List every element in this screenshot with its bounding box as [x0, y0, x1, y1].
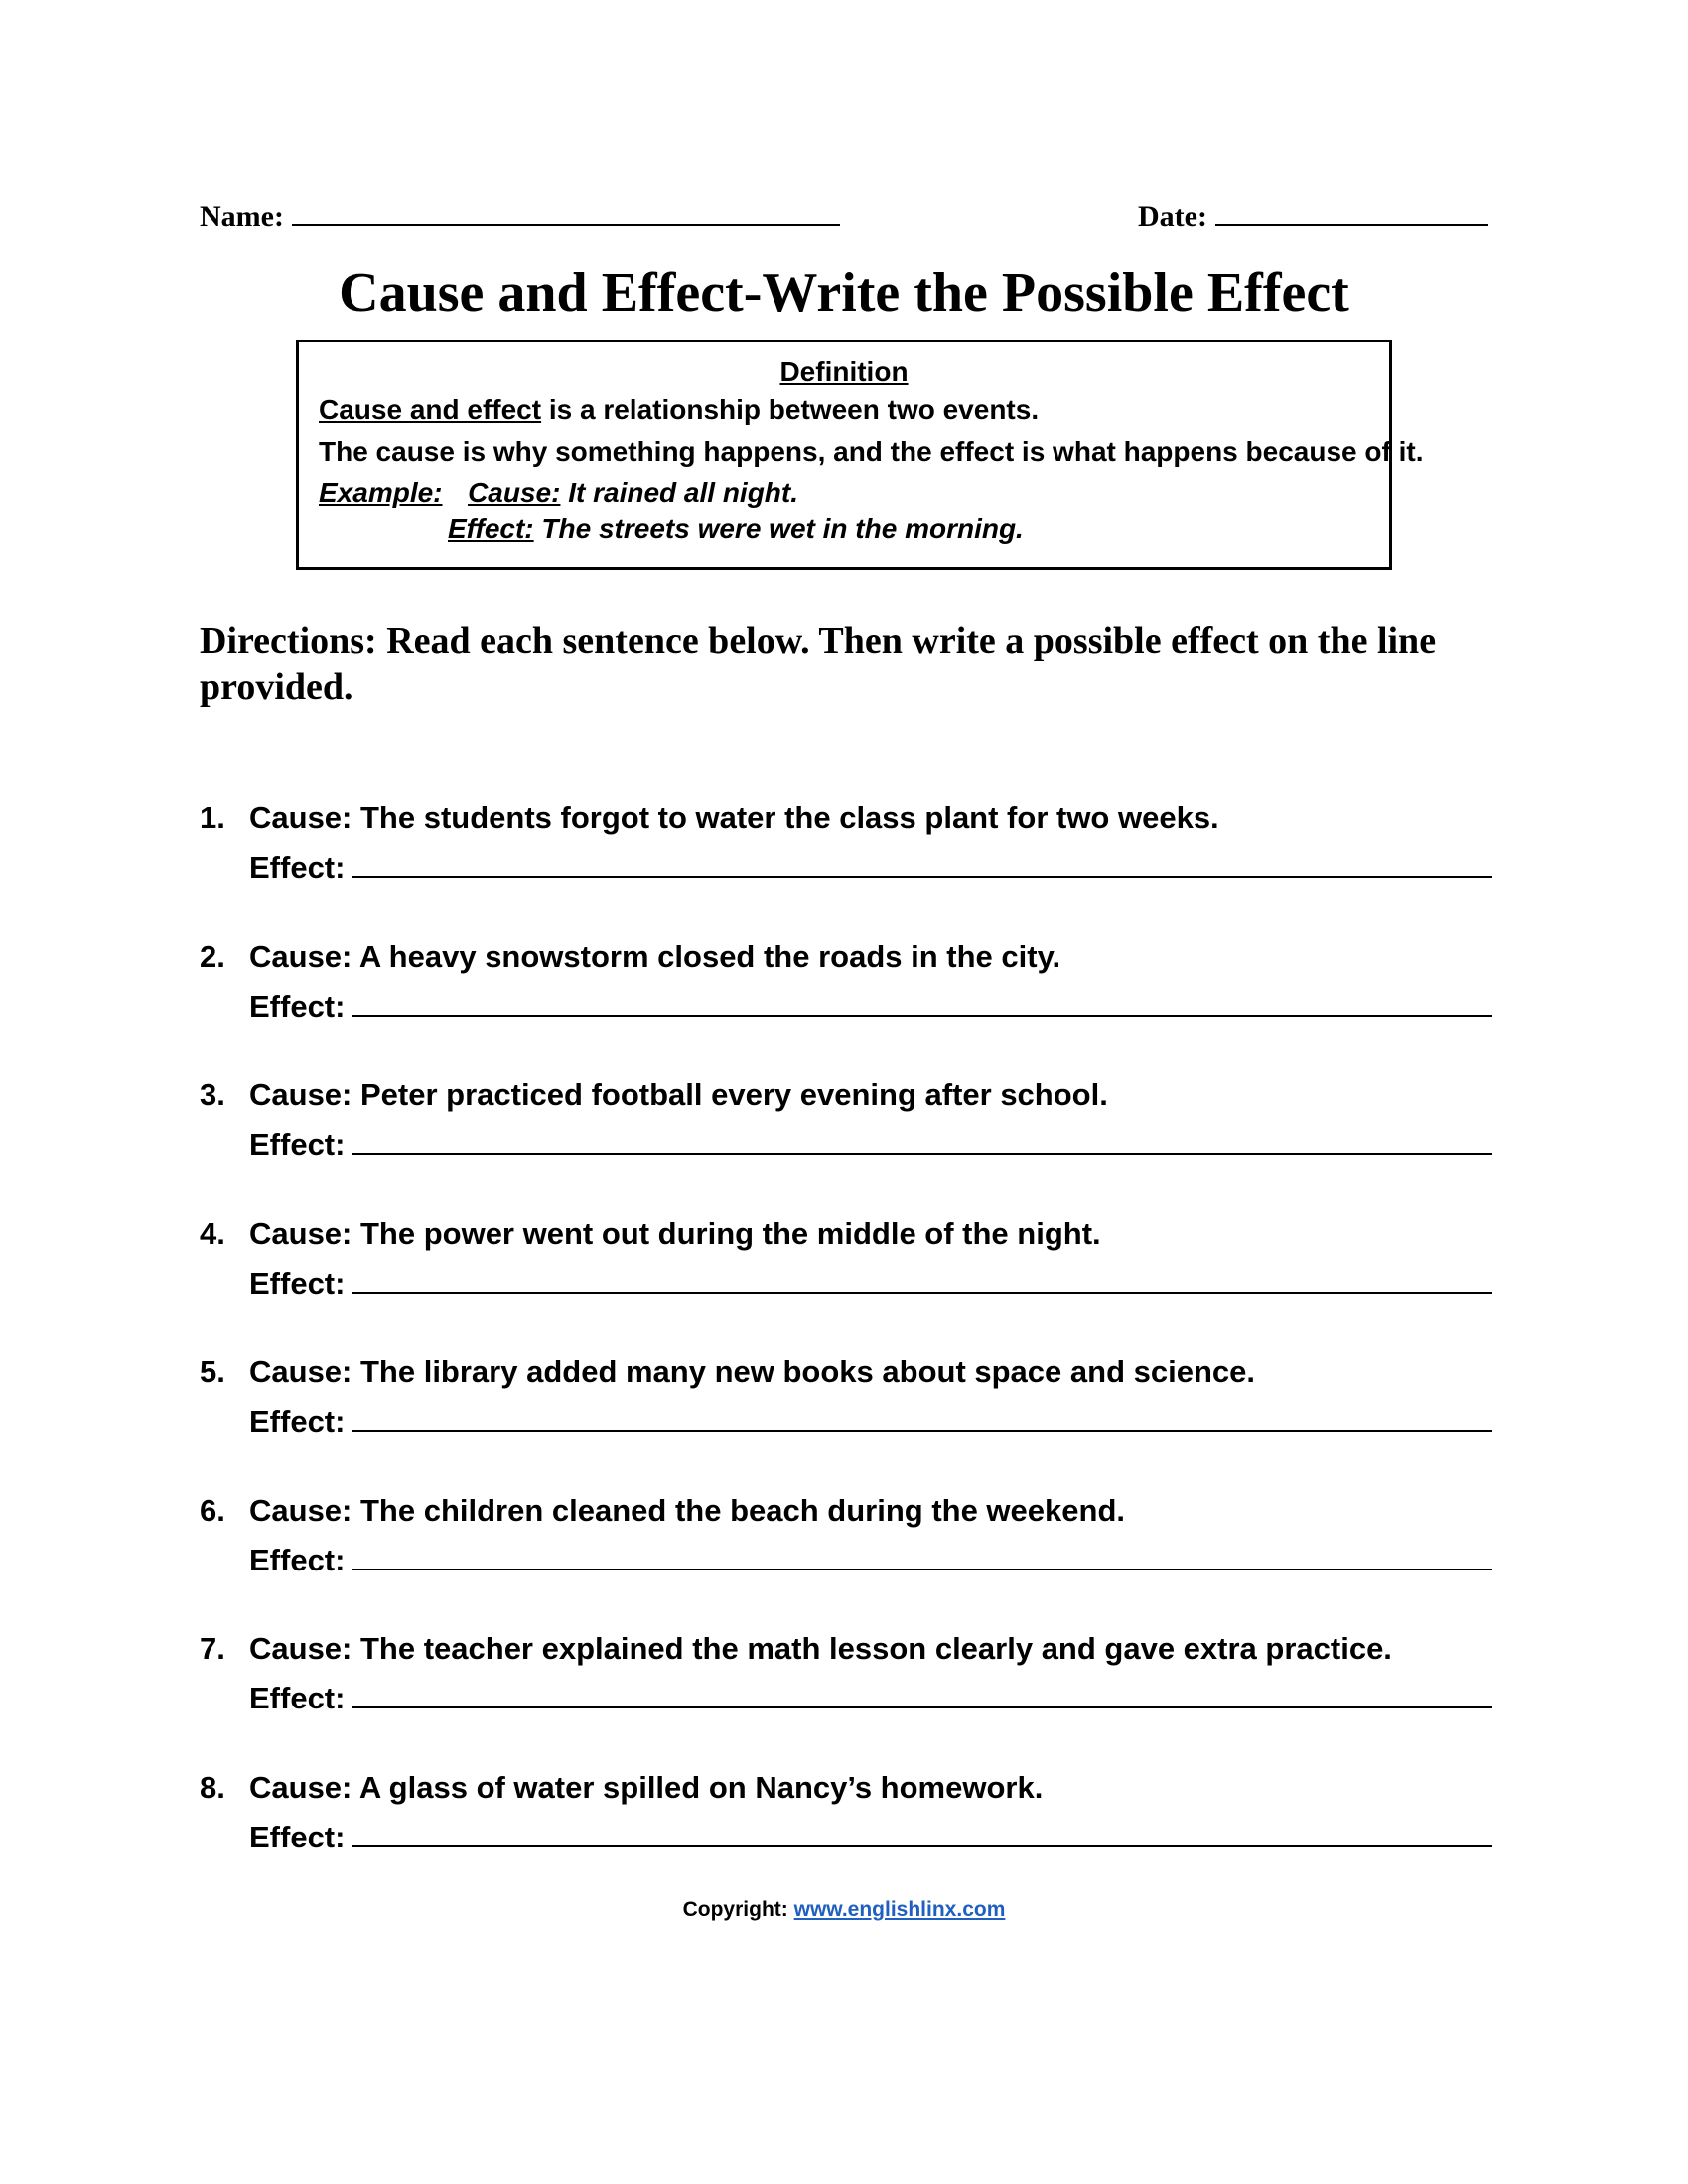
effect-label: Effect: [249, 1820, 346, 1854]
effect-label: Effect: [249, 1404, 346, 1438]
effect-answer-line[interactable] [352, 1541, 1492, 1570]
question-number: 3. [200, 1077, 225, 1112]
date-blank-line[interactable] [1215, 199, 1488, 226]
question-effect-field[interactable] [249, 1679, 1492, 1716]
effect-label: Effect: [249, 1543, 346, 1577]
question-number: 5. [200, 1354, 225, 1389]
question-effect-field[interactable] [249, 1541, 1492, 1578]
effect-answer-line[interactable] [352, 987, 1492, 1017]
page-title: Cause and Effect-Write the Possible Effect [339, 262, 1349, 324]
effect-answer-line[interactable] [352, 1402, 1492, 1432]
question-effect-field[interactable] [249, 987, 1492, 1024]
effect-answer-line[interactable] [352, 1264, 1492, 1294]
question-number: 1. [200, 800, 225, 835]
question-cause: Cause: A glass of water spilled on Nancy’s homework. [249, 1770, 1044, 1805]
effect-answer-line[interactable] [352, 1125, 1492, 1155]
directions: Directions: Read each sentence below. Then write a possible effect on the line provided. [200, 620, 1437, 708]
name-blank-line[interactable] [292, 199, 840, 226]
question-cause: Cause: The library added many new books about space and science. [249, 1354, 1255, 1389]
name-field[interactable] [200, 199, 840, 234]
copyright [0, 1898, 1688, 1922]
effect-label: Effect: [249, 1266, 346, 1300]
question-cause: Cause: Peter practiced football every evening after school. [249, 1077, 1108, 1112]
example-effect-line [448, 513, 1024, 545]
question-effect-field[interactable] [249, 1125, 1492, 1162]
question-effect-field[interactable] [249, 1264, 1492, 1301]
question-cause: Cause: The teacher explained the math lesson clearly and gave extra practice. [249, 1631, 1392, 1666]
definition-box [296, 340, 1424, 570]
example-effect-text: The streets were wet in the morning. [533, 513, 1024, 544]
question-number: 8. [200, 1770, 225, 1805]
question-number: 4. [200, 1216, 225, 1251]
question-effect-field[interactable] [249, 1818, 1492, 1855]
question-cause: Cause: A heavy snowstorm closed the roads in the city. [249, 939, 1061, 974]
question-effect-field[interactable] [249, 848, 1492, 886]
effect-label: Effect: [249, 850, 346, 885]
effect-label: Effect: [249, 1681, 346, 1715]
effect-label: Effect: [249, 989, 346, 1024]
date-label: Date: [1138, 201, 1207, 233]
question-number: 2. [200, 939, 225, 974]
question-number: 7. [200, 1631, 225, 1666]
effect-answer-line[interactable] [352, 1818, 1492, 1847]
example-effect-label: Effect: [448, 513, 534, 544]
question-effect-field[interactable] [249, 1402, 1492, 1439]
question-cause: Cause: The power went out during the middle of the night. [249, 1216, 1101, 1251]
question-number: 6. [200, 1493, 225, 1528]
example-cause-line [319, 478, 798, 509]
copyright-link[interactable]: www.englishlinx.com [793, 1898, 1006, 1921]
effect-label: Effect: [249, 1127, 346, 1161]
definition-term: Cause and effect [319, 394, 542, 425]
definition-line-2: The cause is why something happens, and the effect is what happens because of it. [319, 436, 1424, 467]
effect-answer-line[interactable] [352, 1679, 1492, 1708]
definition-term-rest: is a relationship between two events. [541, 394, 1040, 425]
effect-answer-line[interactable] [352, 848, 1492, 878]
definition-heading: Definition [779, 356, 909, 387]
example-cause-label: Cause: [468, 478, 561, 508]
copyright-label: Copyright: [682, 1898, 788, 1921]
date-field[interactable] [1138, 199, 1488, 234]
example-label: Example: [319, 478, 443, 508]
definition-line-1 [319, 394, 1039, 426]
question-cause: Cause: The students forgot to water the class plant for two weeks. [249, 800, 1219, 835]
question-cause: Cause: The children cleaned the beach during the weekend. [249, 1493, 1125, 1528]
name-label: Name: [200, 201, 284, 233]
example-cause-text: It rained all night. [560, 478, 799, 508]
